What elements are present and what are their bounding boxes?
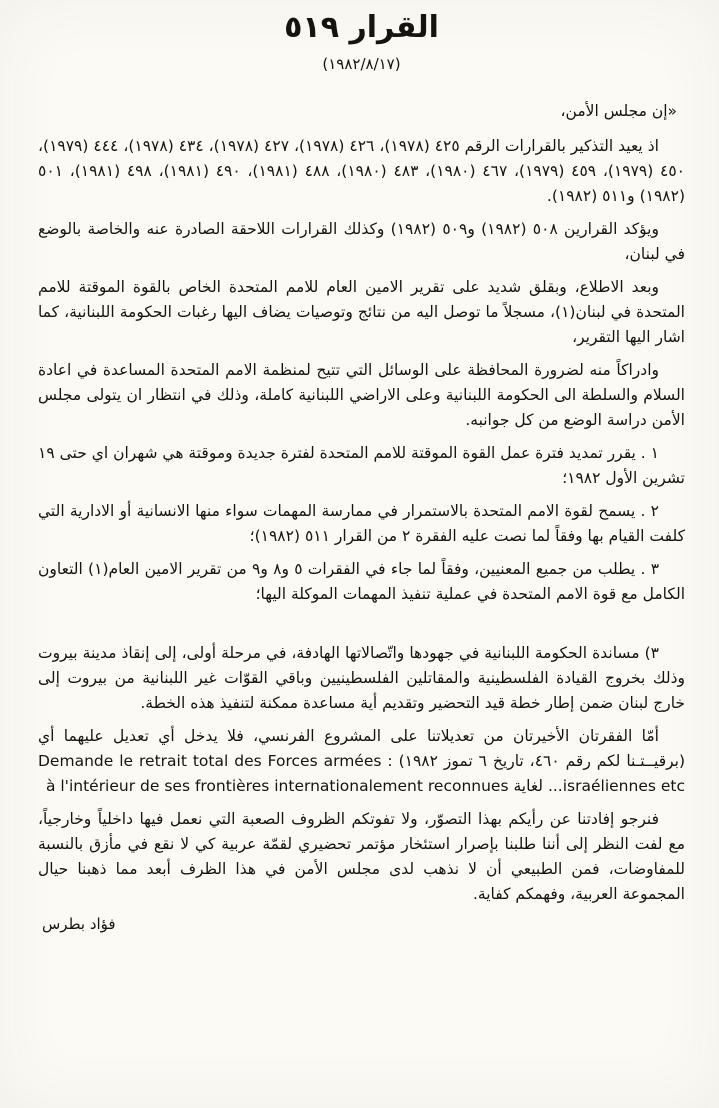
operative-para-2: ٢ . يسمح لقوة الامم المتحدة بالاستمرار في ممارسة المهمات سواء منها الانسانية أو الادارية التي كلفت القيام بها وفقاً لما نصت عليه الفقرة ٢ من القرار ٥١١ (١٩٨٢)؛	[38, 502, 685, 545]
annex-para-closing-remarks: فنرجو إفادتنا عن رأيكم بهذا التصوّر، ولا تفوتكم الظروف الصعبة التي نعمل فيها داخلياً وخارجياً، مع لفت النظر إلى أننا طلبنا بإصرار استئخار مؤتمر تحضيري لقمّة عربية كي لا نقع في مأزق بالنسبة للمفاوضات، فمن الطبيعي أن لا نذهب لدى مجلس الأمن في هذا الظرف أبعد مما ذهبنا حيال المجموعة العربية، وفهمكم كفاية.	[38, 810, 685, 903]
annex-para-support-lebanese-government: ٣) مساندة الحكومة اللبنانية في جهودها واتّصالاتها الهادفة، في مرحلة أولى، إلى إنقاذ مدينة بيروت وذلك بخروج القيادة الفلسطينية والمقاتلين الفلسطينيين وباقي القوّات غير اللبنانية من بيروت إلى خارج لبنان ضمن إطار خطة قيد التحضير وتقديم أية مساعدة ممكنة لتنفيذ هذه الخطة.	[38, 644, 685, 712]
operative-para-3: ٣ . يطلب من جميع المعنيين، وفقاً لما جاء في الفقرات ٥ و٨ و٩ من تقرير الامين العام(١) التعاون الكامل مع قوة الامم المتحدة في عملية تنفيذ المهمات الموكلة اليها؛	[38, 560, 685, 603]
signature-fouad-boutros: فؤاد بطرس	[42, 915, 116, 933]
document-body	[38, 99, 685, 907]
para-having-studied-report: وبعد الاطلاع، وبقلق شديد على تقرير الامين العام للامم المتحدة الخاص بالقوة الموقتة للامم المتحدة في لبنان(١)، مسجلاً ما توصل اليه من نتائج وتوصيات يضاف اليها رغبات الحكومة اللبنانية، كما اشار اليها التقرير،	[38, 278, 685, 346]
resolution-title: القرار ٥١٩	[284, 10, 439, 45]
resolution-date: (١٩٨٢/٨/١٧)	[322, 55, 401, 73]
para-conscious-of-means: وادراكاً منه لضرورة المحافظة على الوسائل التي تتيح لمنظمة الامم المتحدة المساعدة في اعادة السلام والسلطة الى الحكومة اللبنانية وعلى الاراضي اللبنانية كاملة، وذلك في انتظار ان يتولى مجلس الأمن دراسة الوضع من كل جوانبه.	[38, 361, 685, 429]
para-recalling-resolutions: اذ يعيد التذكير بالقرارات الرقم ٤٢٥ (١٩٧٨)، ٤٢٦ (١٩٧٨)، ٤٢٧ (١٩٧٨)، ٤٣٤ (١٩٧٨)، ٤٤٤ (١٩٧٩)، ٤٥٠ (١٩٧٩)، ٤٥٩ (١٩٧٩)، ٤٦٧ (١٩٨٠)، ٤٨٣ (١٩٨٠)، ٤٨٨ (١٩٨١)، ٤٩٠ (١٩٨١)، ٤٩٨ (١٩٨١)، ٥٠١ (١٩٨٢) و٥١١ (١٩٨٢).	[38, 137, 685, 205]
para-reaffirming-resolutions: ويؤكد القرارين ٥٠٨ (١٩٨٢) و٥٠٩ (١٩٨٢) وكذلك القرارات اللاحقة الصادرة عنه والخاصة بالوضع في لبنان،	[38, 220, 685, 263]
annex-para-french-amendments: أمّا الفقرتان الأخيرتان من تعديلاتنا على المشروع الفرنسي، فلا يدخل أي تعديل عليهما أي (برقيــتـنا لكم رقم ٤٦٠، تاريخ ٦ تموز ١٩٨٢) : Demande le retrait total des Forces armées israéliennes etc... لغاية à l'intérieur de ses frontières internationalement reconnues	[38, 727, 686, 795]
para-opening-security-council: «إن مجلس الأمن،	[560, 102, 677, 120]
operative-para-1: ١ . يقرر تمديد فترة عمل القوة الموقتة للامم المتحدة لفترة جديدة وموقتة هي شهران اي حتى ١٩ تشرين الأول ١٩٨٢؛	[38, 444, 685, 487]
